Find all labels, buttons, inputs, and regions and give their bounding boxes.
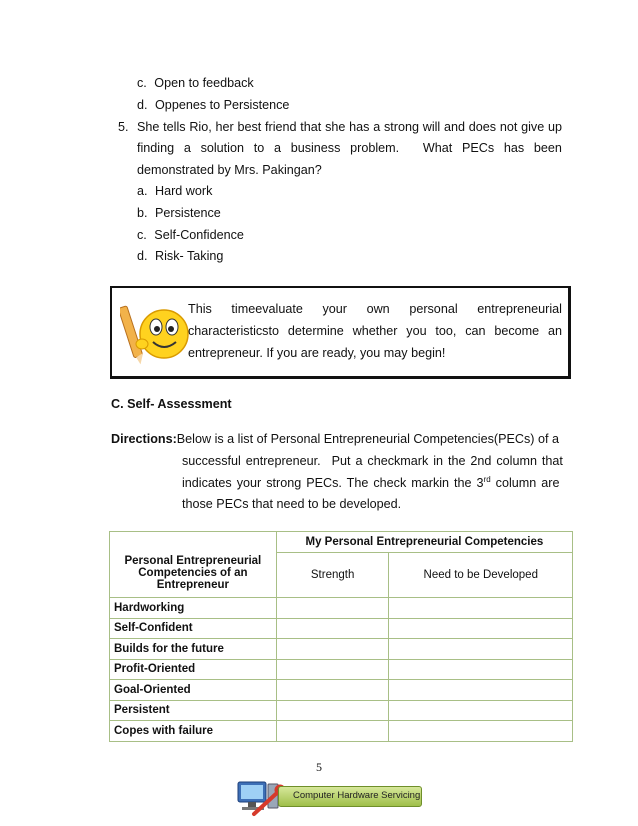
option-item: c. Self-Confidence — [137, 228, 244, 242]
directions-line: Directions:Below is a list of Personal Entrepreneurial Competencies(PECs) of a — [111, 432, 559, 446]
pec-table — [109, 531, 573, 742]
option-item: d. Risk- Taking — [137, 249, 224, 263]
table-row — [110, 598, 573, 619]
need-cell[interactable] — [389, 659, 573, 680]
group-header: My Personal Entrepreneurial Competencies — [276, 532, 572, 553]
table-row — [110, 639, 573, 660]
pec-label: Goal-Oriented — [110, 680, 277, 701]
table-row — [110, 700, 573, 721]
instruction-callout — [110, 286, 571, 379]
directions-line: successful entrepreneur. Put a checkmark in the 2nd column that — [182, 454, 563, 468]
list-item: d. Oppenes to Persistence — [137, 98, 290, 112]
list-item: c. Open to feedback — [137, 76, 254, 90]
pec-label: Builds for the future — [110, 639, 277, 660]
page-number: 5 — [316, 760, 322, 774]
table-row — [110, 680, 573, 701]
need-cell[interactable] — [389, 598, 573, 619]
strength-cell[interactable] — [276, 639, 389, 660]
pec-label: Hardworking — [110, 598, 277, 619]
need-cell[interactable] — [389, 618, 573, 639]
strength-cell[interactable] — [276, 680, 389, 701]
question-number: 5. — [118, 120, 129, 134]
strength-cell[interactable] — [276, 618, 389, 639]
option-item: b. Persistence — [137, 206, 221, 220]
table-row — [110, 618, 573, 639]
table-row — [110, 659, 573, 680]
strength-cell[interactable] — [276, 721, 389, 742]
need-cell[interactable] — [389, 639, 573, 660]
need-cell[interactable] — [389, 721, 573, 742]
pec-label: Copes with failure — [110, 721, 277, 742]
table-row — [110, 721, 573, 742]
directions-line: those PECs that need to be developed. — [182, 497, 402, 511]
section-title: C. Self- Assessment — [111, 397, 232, 411]
callout-text-line: This timeevaluate your own personal entrepreneurial — [188, 302, 562, 316]
directions-line: indicates your strong PECs. The check markin the 3rd column are — [182, 475, 560, 491]
pec-label: Profit-Oriented — [110, 659, 277, 680]
smiley-with-pencil-icon — [120, 298, 192, 368]
footer-banner — [278, 786, 422, 807]
footer-logo — [234, 778, 434, 818]
option-item: a. Hard work — [137, 184, 213, 198]
question-text-line: finding a solution to a business problem. What PECs has been — [137, 141, 562, 155]
strength-cell[interactable] — [276, 659, 389, 680]
need-cell[interactable] — [389, 680, 573, 701]
question-text-line: demonstrated by Mrs. Pakingan? — [137, 163, 322, 177]
callout-text-line: characteristicsto determine whether you too, can become an — [188, 324, 562, 338]
pec-label: Self-Confident — [110, 618, 277, 639]
table-header-row — [110, 532, 573, 553]
pec-label: Persistent — [110, 700, 277, 721]
footer-label: Computer Hardware Servicing — [293, 790, 421, 801]
column-header-pecs: Personal Entrepreneurial Competencies of an Entrepreneur — [110, 532, 277, 598]
callout-text-line: entrepreneur. If you are ready, you may begin! — [188, 346, 446, 360]
need-cell[interactable] — [389, 700, 573, 721]
strength-cell[interactable] — [276, 700, 389, 721]
column-header-need: Need to be Developed — [389, 553, 573, 598]
question-text-line: She tells Rio, her best friend that she has a strong will and does not give up — [137, 120, 562, 134]
column-header-strength: Strength — [276, 553, 389, 598]
strength-cell[interactable] — [276, 598, 389, 619]
